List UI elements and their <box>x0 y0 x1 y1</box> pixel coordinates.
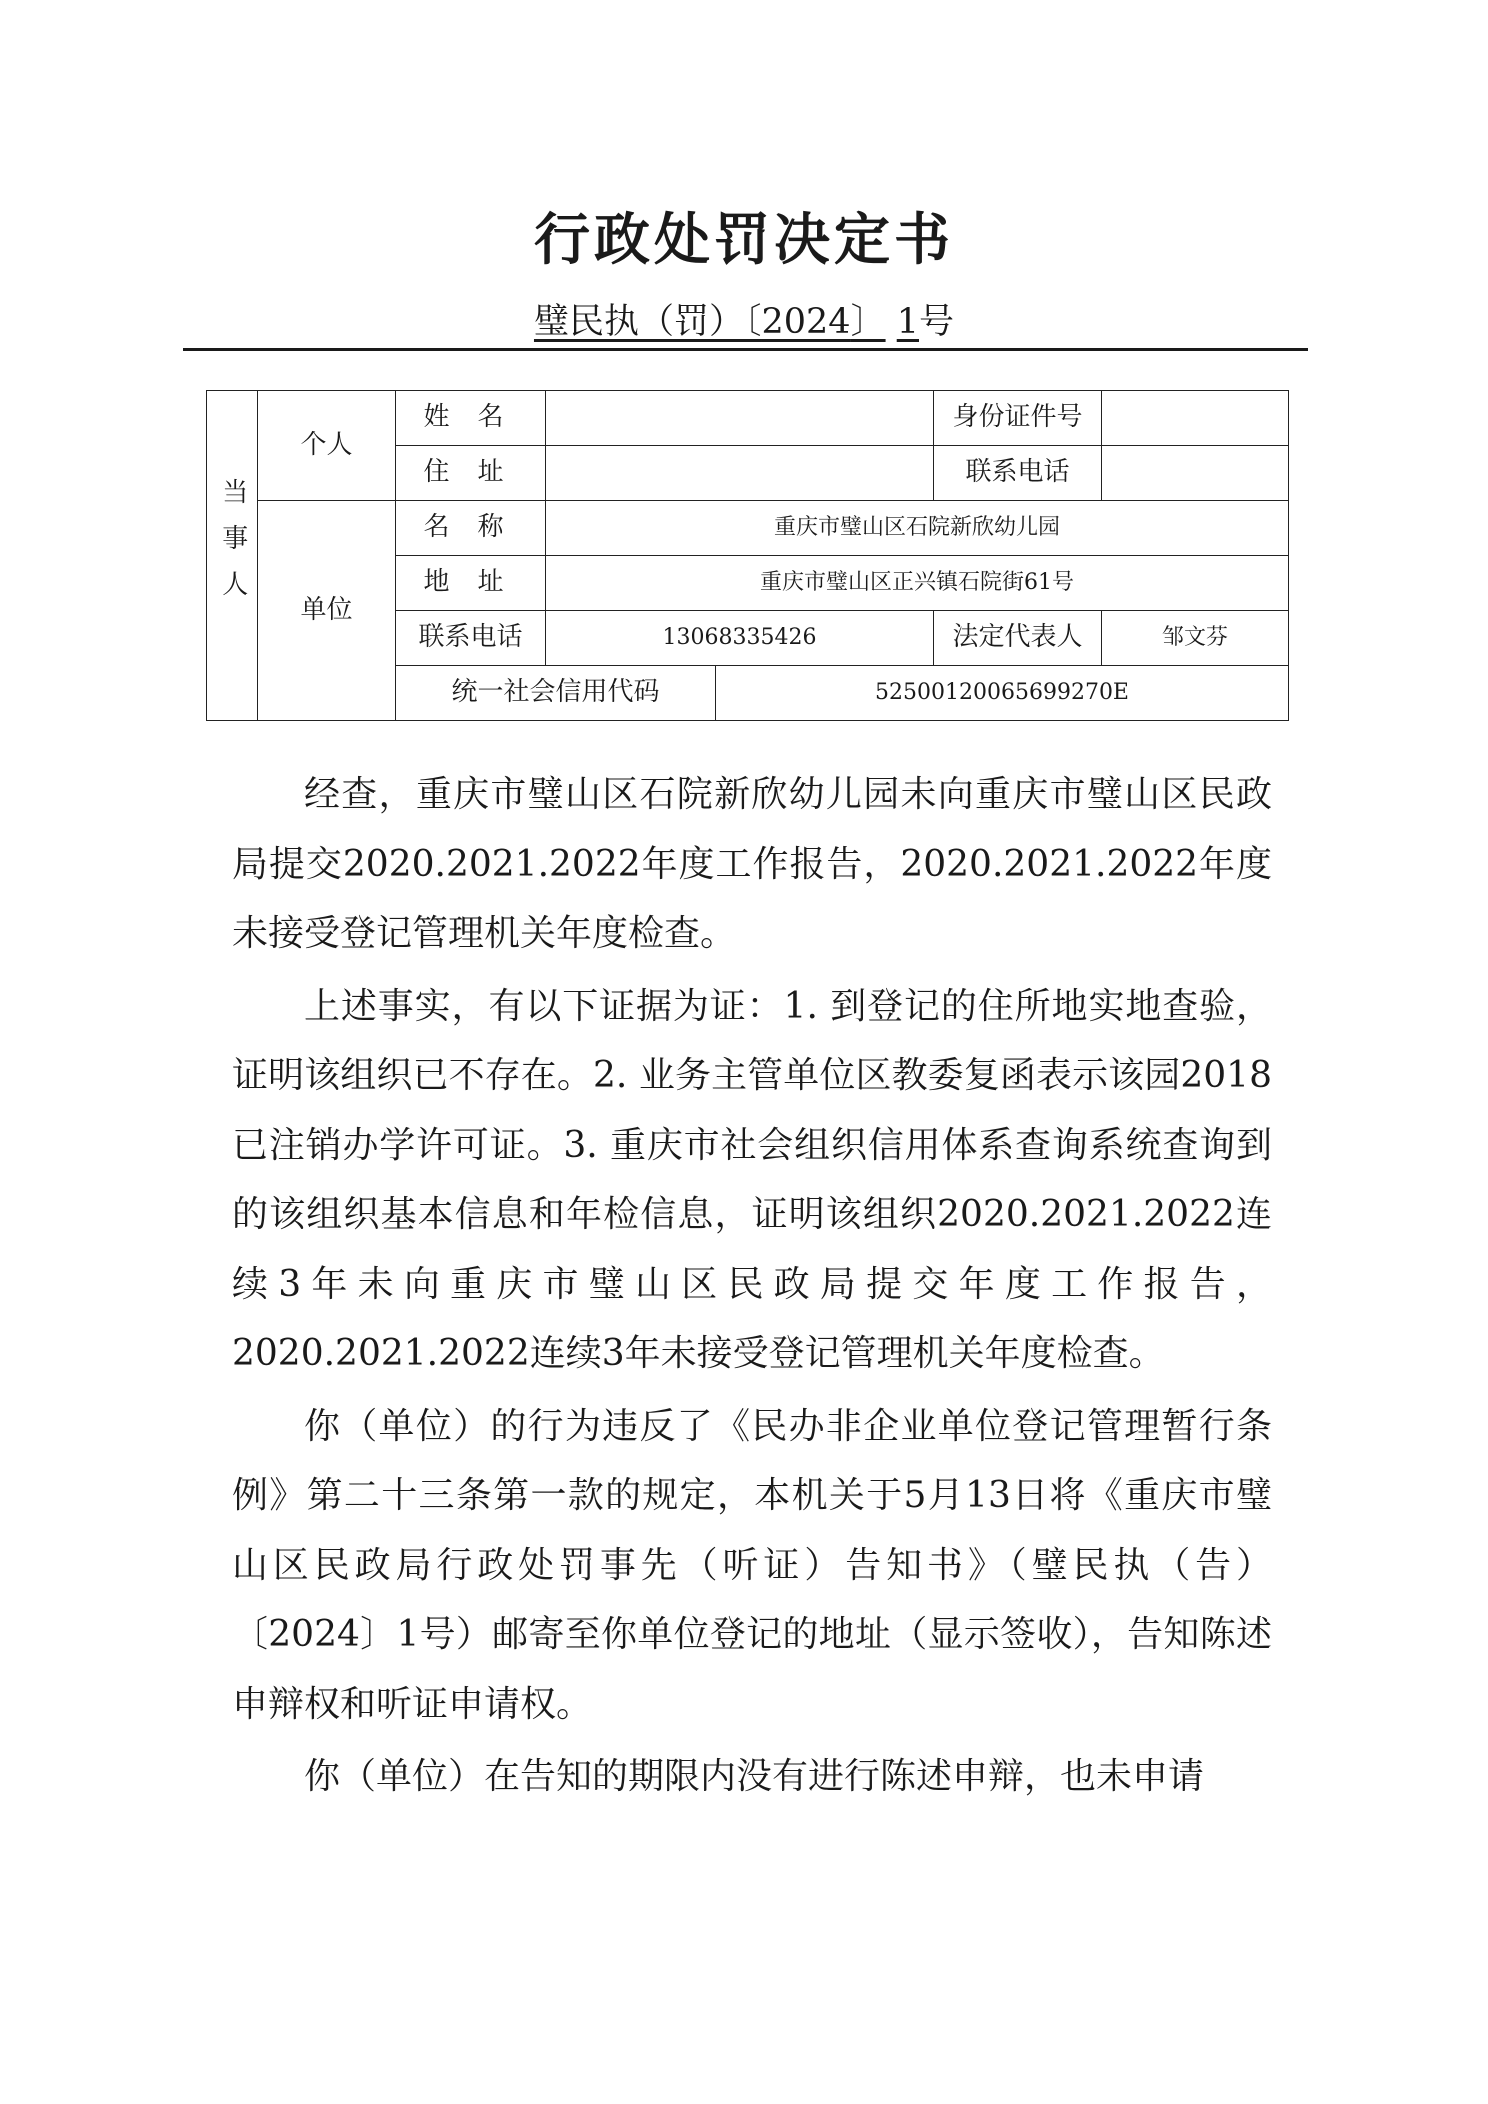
unit-name-value: 重庆市璧山区石院新欣幼儿园 <box>546 501 1289 556</box>
body-paragraph: 你（单位）在告知的期限内没有进行陈述申辩，也未申请 <box>304 1756 1205 1797</box>
unit-label-cell <box>258 501 396 721</box>
unit-legal-rep-label: 法定代表人 <box>934 611 1102 666</box>
doc-number-year: 2024 <box>761 302 851 342</box>
party-label: 当事人 <box>217 477 248 616</box>
header-divider <box>183 348 1308 351</box>
unit-phone-value: 13068335426 <box>546 611 934 666</box>
body-paragraph: 经查，重庆市璧山区石院新欣幼儿园未向重庆市璧山区民政局提交2020.2021.2022年度工作报告，2020.2021.2022年度未接受登记管理机关年度检查。 <box>232 774 1272 954</box>
table-row <box>207 501 1289 556</box>
unit-phone-label: 联系电话 <box>396 611 546 666</box>
decision-body <box>232 760 1272 1815</box>
individual-address-value <box>546 446 934 501</box>
individual-address-label: 住址 <box>396 446 546 501</box>
body-paragraph: 你（单位）的行为违反了《民办非企业单位登记管理暂行条例》第二十三条第一款的规定，本机关于5月13日将《重庆市璧山区民政局行政处罚事先（听证）告知书》（璧民执（告）〔2024〕1号）邮寄至你单位登记的地址（显示签收），告知陈述申辩权和听证申请权。 <box>232 1405 1272 1725</box>
doc-number-num: 1 <box>896 302 919 342</box>
doc-number-mid: 〕 <box>850 302 886 342</box>
party-info-table <box>206 390 1289 721</box>
doc-number-suffix: 号 <box>919 302 955 342</box>
unit-address-value: 重庆市璧山区正兴镇石院街61号 <box>546 556 1289 611</box>
individual-label-cell <box>258 391 396 501</box>
individual-id-label: 身份证件号 <box>934 391 1102 446</box>
doc-number-prefix: 璧民执（罚）〔 <box>533 302 762 342</box>
unit-credit-code-value: 52500120065699270E <box>716 666 1289 721</box>
individual-name-label: 姓名 <box>396 391 546 446</box>
individual-id-value <box>1102 391 1289 446</box>
individual-phone-value <box>1102 446 1289 501</box>
body-paragraph: 上述事实，有以下证据为证：1. 到登记的住所地实地查验，证明该组织已不存在。2. 业务主管单位区教委复函表示该园2018已注销办学许可证。3. 重庆市社会组织信用体系查询系统查询到的该组织基本信息和年检信息，证明该组织2020.2021.2022连续3年未向重庆市璧山区民政局提交年度工作报告，2020.2021.2022连续3年未接受登记管理机关年度检查。 <box>232 985 1272 1374</box>
unit-address-label: 地址 <box>396 556 546 611</box>
unit-name-label: 名称 <box>396 501 546 556</box>
document-title: 行政处罚决定书 <box>534 207 954 273</box>
unit-credit-code-label: 统一社会信用代码 <box>396 666 716 721</box>
table-row <box>207 391 1289 446</box>
individual-name-value <box>546 391 934 446</box>
document-number <box>0 294 1488 344</box>
individual-phone-label: 联系电话 <box>934 446 1102 501</box>
unit-label: 单位 <box>300 594 353 625</box>
party-label-cell <box>207 391 258 721</box>
individual-label: 个人 <box>300 429 353 460</box>
unit-legal-rep-value: 邹文芬 <box>1102 611 1289 666</box>
